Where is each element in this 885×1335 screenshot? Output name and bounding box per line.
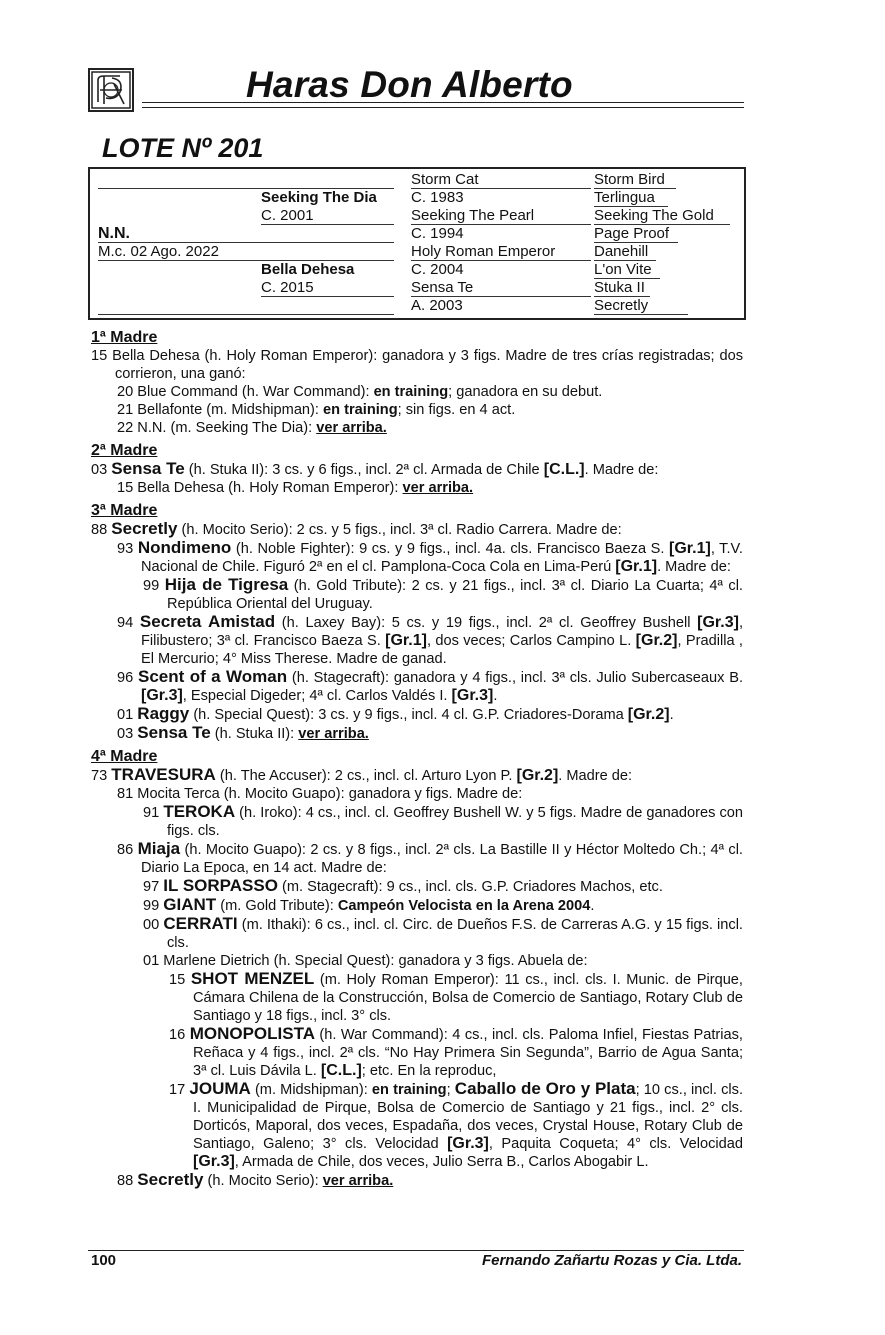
entry-text: (h. Stuka II): 3 cs. y 6 figs., incl. 2ª cl. Armada de Chile (184, 462, 544, 478)
pedigree-gen2-detail: C. 1994 (411, 225, 464, 242)
entry-text: . (590, 898, 595, 914)
horse-name: CERRATI (163, 914, 238, 933)
pedigree-entry (91, 539, 743, 576)
entry-text: (h. Iroko): 4 cs., incl. cl. Geoffrey Bushell W. y 5 figs. Madre de ganadores con figs. cls. (167, 805, 743, 839)
bold-text: en training (373, 384, 449, 400)
entry-text: (h. Stagecraft): ganadora y 4 figs., incl. 3ª cls. Julio Subercaseaux B. (287, 670, 743, 686)
page-title: Haras Don Alberto (246, 64, 573, 105)
entry-text: , Filibustero; 3ª cl. Francisco Baeza S. (141, 615, 743, 649)
pedigree-gen3-name: Storm Bird (594, 171, 665, 188)
pedigree-entry (91, 1171, 743, 1190)
pedigree-entry (91, 347, 743, 383)
pedigree-entry (91, 479, 743, 497)
entry-text: . Madre de: (657, 559, 731, 575)
entry-text: 21 Bellafonte (m. Midshipman): (117, 402, 324, 418)
pedigree-gen3-name: Page Proof (594, 225, 670, 242)
horse-name: IL SORPASSO (163, 876, 278, 895)
entry-text: 94 (117, 615, 140, 631)
horse-name: Miaja (137, 839, 181, 858)
entry-text: 15 Bella Dehesa (h. Holy Roman Emperor): ganadora y 3 figs. Madre de tres crías registradas; dos corrieron, una ganó: (91, 348, 743, 382)
pedigree-gen3-name: Seeking The Gold (594, 207, 714, 224)
horse-name: TEROKA (163, 802, 236, 821)
haras-logo-icon (88, 68, 134, 112)
entry-text: , Especial Digeder; 4ª cl. Carlos Valdés I. (182, 688, 452, 704)
horse-name: Nondimeno (137, 538, 232, 557)
grade-badge: [Gr.3] (447, 1135, 489, 1152)
see-above-ref: ver arriba. (322, 1173, 394, 1189)
bold-text: en training (371, 1082, 447, 1098)
see-above-ref: ver arriba. (402, 480, 474, 496)
grade-badge: [Gr.1] (615, 558, 658, 575)
horse-name: Secretly (137, 1170, 204, 1189)
entry-text: 93 (117, 541, 138, 557)
entry-text: 81 Mocita Terca (h. Mocito Guapo): ganadora y figs. Madre de: (117, 786, 523, 802)
entry-text: (m. Midshipman): (250, 1082, 372, 1098)
entry-text: (h. Laxey Bay): 5 cs. y 19 figs., incl. 2ª cl. Geoffrey Bushell (275, 615, 698, 631)
entry-text: ; (446, 1082, 455, 1098)
entry-text: 03 (91, 462, 112, 478)
entry-text: , Paquita Coqueta; 4° cls. Velocidad (488, 1136, 743, 1152)
pedigree-entry (91, 460, 743, 479)
grade-badge: [Gr.2] (627, 706, 670, 723)
bold-text: en training (323, 402, 398, 418)
entry-text: . (493, 688, 498, 704)
entry-text: , dos veces; Carlos Campino L. (426, 633, 636, 649)
entry-text: ; etc. En la reproduc, (361, 1063, 497, 1079)
grade-badge: [Gr.3] (451, 687, 494, 704)
grade-badge: [C.L.] (320, 1062, 362, 1079)
bold-text: Campeón Velocista en la Arena 2004 (337, 898, 591, 914)
entry-text: 96 (117, 670, 138, 686)
horse-name: Scent of a Woman (138, 667, 288, 686)
entry-text: 73 (91, 768, 112, 784)
entry-text: 88 (117, 1173, 138, 1189)
entry-text: (m. Stagecraft): 9 cs., incl. cls. G.P. Criadores Machos, etc. (277, 879, 663, 895)
entry-text: . (669, 707, 674, 723)
pedigree-gen3-name: Secretly (594, 297, 649, 314)
entry-text: (h. Gold Tribute): 2 cs. y 21 figs., incl. 3ª cl. Diario La Cuarta; 4ª cl. República Oriental del Uruguay. (167, 578, 743, 612)
dam-line-content (91, 329, 743, 1190)
horse-name: MONOPOLISTA (189, 1024, 315, 1043)
entry-text: (h. Mocito Serio): (203, 1173, 323, 1189)
horse-name: Raggy (137, 704, 190, 723)
pedigree-entry (91, 915, 743, 952)
entry-text: 16 (169, 1027, 190, 1043)
pedigree-entry (91, 576, 743, 613)
pedigree-entry (91, 840, 743, 877)
entry-text: 01 Marlene Dietrich (h. Special Quest): ganadora y 3 figs. Abuela de: (143, 953, 588, 969)
horse-name: Sensa Te (111, 459, 185, 478)
entry-text: 15 (169, 972, 191, 988)
pedigree-entry (91, 383, 743, 401)
pedigree-gen2-detail: C. 2004 (411, 261, 464, 278)
pedigree-table (88, 167, 746, 320)
pedigree-gen2-name: Holy Roman Emperor (411, 243, 556, 260)
entry-text: 22 N.N. (m. Seeking The Dia): (117, 420, 317, 436)
lot-number: LOTE Nº 201 (102, 133, 264, 163)
pedigree-gen2-name: Seeking The Pearl (411, 207, 535, 224)
page-number: 100 (91, 1252, 117, 1269)
pedigree-entry (91, 1025, 743, 1080)
pedigree-entry (91, 705, 743, 724)
pedigree-gen2-detail: A. 2003 (411, 297, 463, 314)
pedigree-gen2-name: Sensa Te (411, 279, 474, 296)
see-above-ref: ver arriba. (316, 420, 387, 436)
entry-text: 88 (91, 522, 112, 538)
grade-badge: [Gr.3] (141, 687, 183, 704)
entry-text: (m. Holy Roman Emperor): 11 cs., incl. cls. I. Munic. de Pirque, Cámara Chilena de la Construcción, Bolsa de Comercio de Santiago, Rotary Club de Santiago y 18 figs., incl. 3° cls. (193, 972, 743, 1024)
entry-text: , Pradilla , El Mercurio; 4° Miss Therese. Madre de ganad. (141, 633, 743, 667)
pedigree-entry (91, 1080, 743, 1171)
grade-badge: [Gr.2] (635, 632, 678, 649)
entry-text: , Armada de Chile, dos veces, Julio Serra B., Carlos Abogabir L. (234, 1154, 649, 1170)
entry-text: ; sin figs. en 4 act. (397, 402, 516, 418)
pedigree-entry (91, 401, 743, 419)
pedigree-entry (91, 613, 743, 668)
entry-text: 91 (143, 805, 164, 821)
horse-name: TRAVESURA (111, 765, 216, 784)
pedigree-foal-birth: M.c. 02 Ago. 2022 (98, 243, 219, 260)
entry-text: (h. Stuka II): (210, 726, 299, 742)
entry-text: 86 (117, 842, 138, 858)
entry-text: 17 (169, 1082, 190, 1098)
entry-text: (h. Special Quest): 3 cs. y 9 figs., incl. 4 cl. G.P. Criadores-Dorama (189, 707, 628, 723)
pedigree-entry (91, 877, 743, 896)
pedigree-sire: Seeking The Dia (261, 189, 377, 206)
entry-text: (h. Noble Fighter): 9 cs. y 9 figs., incl. 4a. cls. Francisco Baeza S. (231, 541, 670, 557)
pedigree-foal-name: N.N. (98, 225, 130, 242)
entry-text: 99 (143, 898, 164, 914)
entry-text: (h. The Accuser): 2 cs., incl. cl. Arturo Lyon P. (215, 768, 517, 784)
pedigree-gen2-name: Storm Cat (411, 171, 479, 188)
entry-text: 99 (143, 578, 165, 594)
horse-name: Hija de Tigresa (164, 575, 289, 594)
entry-text: (h. War Command): 4 cs., incl. cls. Paloma Infiel, Fiestas Patrias, Reñaca y 4 figs., incl. 2ª cls. “No Hay Primera Sin Segunda”, Barrio de Agua Santa; 3ª cl. Luis Dávila L. (193, 1027, 743, 1079)
horse-name: SHOT MENZEL (190, 969, 315, 988)
pedigree-gen3-name: L'on Vite (594, 261, 652, 278)
header-rule (142, 102, 744, 103)
entry-text: . Madre de: (558, 768, 633, 784)
horse-name: Secretly (111, 519, 178, 538)
entry-text: (m. Gold Tribute): (216, 898, 338, 914)
pedigree-entry (91, 952, 743, 970)
pedigree-gen2-detail: C. 1983 (411, 189, 464, 206)
header-rule-secondary (142, 107, 744, 108)
entry-text: 15 Bella Dehesa (h. Holy Roman Emperor): (117, 480, 403, 496)
section-heading: 3ª Madre (91, 502, 158, 519)
entry-text: (h. Mocito Guapo): 2 cs. y 8 figs., incl. 2ª cls. La Bastille II y Héctor Moltedo Ch.; 4ª cl. Diario La Epoca, en 14 act. Madre de: (141, 842, 743, 876)
horse-name: JOUMA (189, 1079, 251, 1098)
pedigree-dam: Bella Dehesa (261, 261, 355, 278)
entry-text: 03 (117, 726, 138, 742)
pedigree-entry (91, 419, 743, 437)
grade-badge: [Gr.3] (193, 1153, 235, 1170)
horse-name: Secreta Amistad (139, 612, 276, 631)
horse-name: Sensa Te (137, 723, 211, 742)
company-name: Fernando Zañartu Rozas y Cia. Ltda. (481, 1252, 742, 1269)
section-heading: 4ª Madre (91, 748, 158, 765)
entry-text: ; 10 cs., incl. cls. I. Municipalidad de Pirque, Bolsa de Comercio de Santiago y 21 figs., incl. 2° cls. Dorticós, Maporal, dos veces, Espadaña, dos veces, Crystal House, Rotary Club de Santiago, Galeno; 3° cls. Velocidad (193, 1082, 744, 1152)
see-above-ref: ver arriba. (298, 726, 369, 742)
entry-text: ; ganadora en su debut. (448, 384, 603, 400)
pedigree-dam-detail: C. 2015 (261, 279, 314, 296)
grade-badge: [Gr.1] (669, 540, 711, 557)
grade-badge: [C.L.] (543, 461, 585, 478)
pedigree-gen3-name: Stuka II (594, 279, 645, 296)
entry-text: , T.V. Nacional de Chile. Figuró 2ª en el cl. Pamplona-Coca Cola en Lima-Perú (141, 541, 743, 575)
grade-badge: [Gr.1] (385, 632, 427, 649)
section-heading: 2ª Madre (91, 442, 158, 459)
horse-name: GIANT (163, 895, 217, 914)
entry-text: (m. Ithaki): 6 cs., incl. cl. Circ. de Dueños F.S. de Carreras A.G. y 15 figs. incl. cls. (167, 917, 743, 951)
pedigree-entry (91, 785, 743, 803)
entry-text: 97 (143, 879, 164, 895)
entry-text: 20 Blue Command (h. War Command): (117, 384, 374, 400)
pedigree-entry (91, 803, 743, 840)
horse-name: Caballo de Oro y Plata (454, 1079, 636, 1098)
entry-text: (h. Mocito Serio): 2 cs. y 5 figs., incl. 3ª cl. Radio Carrera. Madre de: (177, 522, 622, 538)
grade-badge: [Gr.2] (516, 767, 559, 784)
pedigree-sire-detail: C. 2001 (261, 207, 314, 224)
entry-text: 01 (117, 707, 138, 723)
pedigree-entry (91, 970, 743, 1025)
pedigree-entry (91, 766, 743, 785)
section-heading: 1ª Madre (91, 329, 158, 346)
pedigree-entry (91, 520, 743, 539)
pedigree-entry (91, 668, 743, 705)
footer-rule (88, 1250, 744, 1251)
pedigree-gen3-name: Danehill (594, 243, 649, 260)
entry-text: . Madre de: (584, 462, 659, 478)
pedigree-gen3-name: Terlingua (594, 189, 655, 206)
entry-text: 00 (143, 917, 164, 933)
pedigree-entry (91, 724, 743, 743)
grade-badge: [Gr.3] (697, 614, 739, 631)
pedigree-entry (91, 896, 743, 915)
